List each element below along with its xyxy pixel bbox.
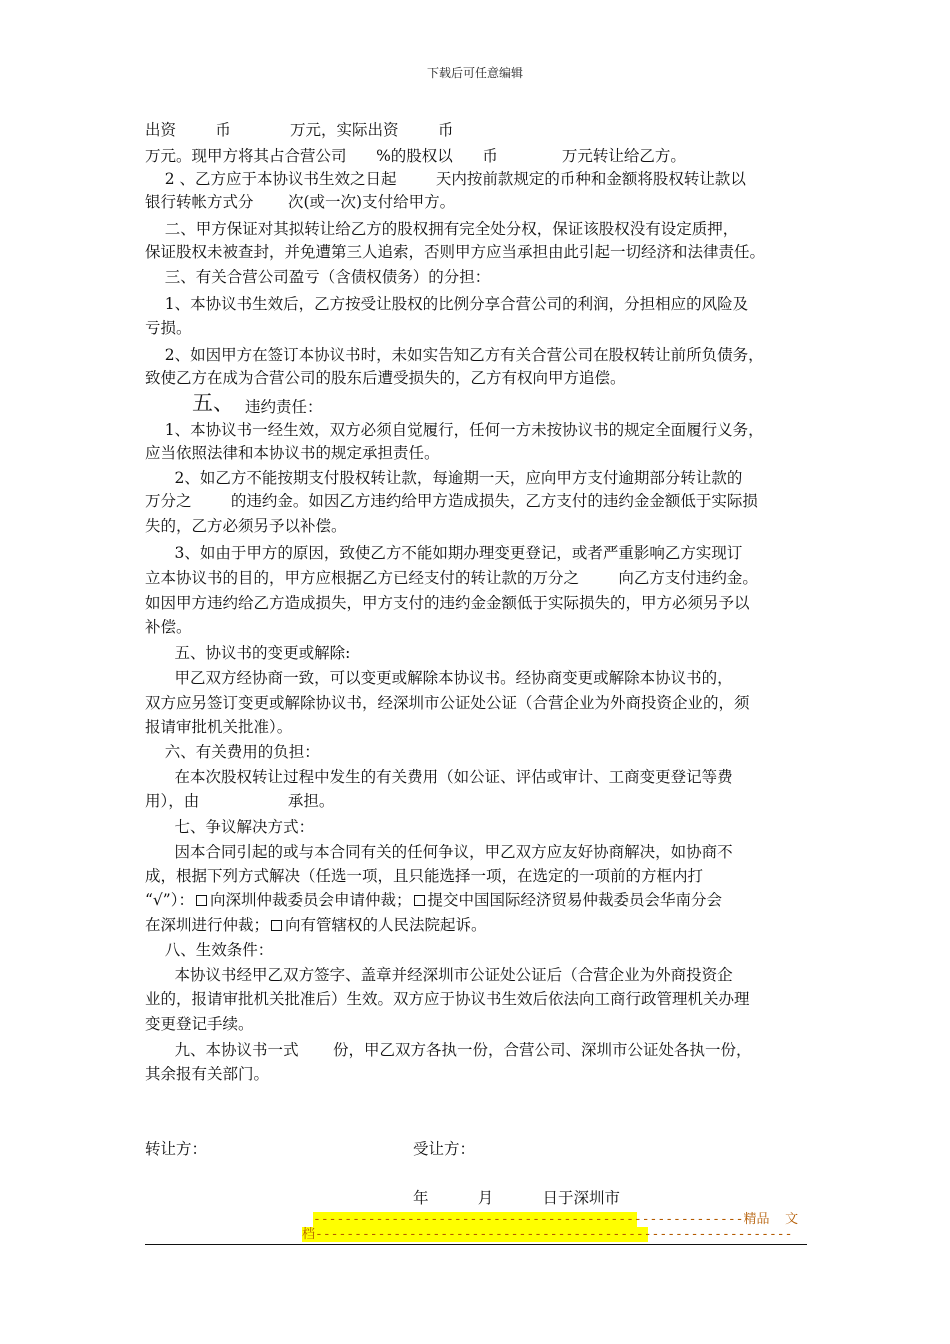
- footer-banner: -------------------------------------------------------精品 文: [313, 1212, 799, 1227]
- text-line: 变更登记手续。: [145, 1015, 254, 1033]
- date-line: 年 月 日于深圳市: [413, 1189, 621, 1207]
- text-line: 应当依照法律和本协议书的规定承担责任。: [145, 444, 440, 462]
- checkbox-cietac-arbitration[interactable]: [414, 895, 425, 906]
- checkbox-shenzhen-arbitration[interactable]: [196, 895, 207, 906]
- transferor-label: 转让方：: [145, 1140, 208, 1158]
- text-line: 2、如乙方不能按期支付股权转让款，每逾期一天，应向甲方支付逾期部分转让款的: [145, 469, 743, 487]
- text-line: 在本次股权转让过程中发生的有关费用（如公证、评估或审计、工商变更登记等费: [145, 768, 733, 786]
- text-line: 1、本协议书一经生效，双方必须自觉履行，任何一方未按协议书的规定全面履行义务，: [145, 421, 764, 439]
- divider: [145, 1244, 807, 1245]
- text-line: 出资 币 万元，实际出资 币: [145, 121, 454, 139]
- text-line: 失的，乙方必须另予以补偿。: [145, 517, 347, 535]
- text-line: 银行转帐方式分 次(或一次)支付给甲方。: [145, 193, 456, 211]
- text-line: 甲乙双方经协商一致，可以变更或解除本协议书。经协商变更或解除本协议书的，: [145, 669, 733, 687]
- text-line: 在深圳进行仲裁；: [145, 916, 270, 934]
- text-line: 其余报有关部门。: [145, 1065, 270, 1083]
- text-line: 1、本协议书生效后，乙方按受让股权的比例分享合营公司的利润，分担相应的风险及: [145, 295, 749, 313]
- text-line: 报请审批机关批准）。: [145, 718, 293, 736]
- text-line: 保证股权未被查封，并免遭第三人追索，否则甲方应当承担由此引起一切经济和法律责任。: [145, 243, 766, 261]
- text-line: 2 、乙方应于本协议书生效之日起 天内按前款规定的币种和金额将股权转让款以: [145, 170, 746, 188]
- transferee-label: 受让方：: [413, 1140, 476, 1158]
- text-line: “√”）：: [145, 891, 194, 909]
- text-line: 致使乙方在成为合营公司的股东后遭受损失的，乙方有权向甲方追偿。: [145, 369, 626, 387]
- footer-banner: 档-------------------------------------------------------------: [302, 1227, 793, 1242]
- text-line: 如因甲方违约给乙方造成损失，甲方支付的违约金金额低于实际损失的，甲方必须另予以: [145, 594, 750, 612]
- text-line: 八、生效条件：: [145, 941, 274, 959]
- checkbox-court-litigation[interactable]: [271, 920, 282, 931]
- option-label: 提交中国国际经济贸易仲裁委员会华南分会: [427, 891, 723, 909]
- page-header: 下载后可任意编辑: [426, 66, 523, 80]
- text-line: 亏损。: [145, 319, 192, 337]
- options-line: [145, 890, 722, 910]
- text-line: 用），由 承担。: [145, 792, 335, 810]
- text-line: 九、本协议书一式 份，甲乙双方各执一份，合营公司、深圳市公证处各执一份，: [145, 1041, 752, 1059]
- option-label: 向有管辖权的人民法院起诉。: [285, 916, 487, 934]
- text-line: 万元。现甲方将其占合营公司 %的股权以 币 万元转让给乙方。: [145, 147, 686, 165]
- text-line: 3、如由于甲方的原因，致使乙方不能如期办理变更登记，或者严重影响乙方实现订: [145, 544, 743, 562]
- options-line: [145, 915, 487, 935]
- text-line: 三、有关合营公司盈亏（含债权债务）的分担：: [145, 268, 491, 286]
- text-line: 六、有关费用的负担：: [145, 743, 320, 761]
- text-line: 因本合同引起的或与本合同有关的任何争议，甲乙双方应友好协商解决，如协商不: [145, 843, 733, 861]
- text-line: 补偿。: [145, 618, 192, 636]
- option-label: 向深圳仲裁委员会申请仲裁；: [209, 891, 412, 909]
- text-line: 本协议书经甲乙双方签字、盖章并经深圳市公证处公证后（合营企业为外商投资企: [145, 966, 733, 984]
- section-number: 五、: [192, 391, 234, 415]
- text-line: 五、协议书的变更或解除:: [145, 644, 351, 662]
- text-line: 七、争议解决方式：: [145, 818, 315, 836]
- text-line: 双方应另签订变更或解除协议书，经深圳市公证处公证（合营企业为外商投资企业的，须: [145, 694, 750, 712]
- section-title: 违约责任：: [245, 398, 323, 416]
- text-line: 成，根据下列方式解决（任选一项，且只能选择一项，在选定的一项前的方框内打: [145, 867, 704, 885]
- text-line: 立本协议书的目的，甲方应根据乙方已经支付的转让款的万分之 向乙方支付违约金。: [145, 569, 758, 587]
- text-line: 2、如因甲方在签订本协议书时，未如实告知乙方有关合营公司在股权转让前所负债务，: [145, 346, 764, 364]
- text-line: 业的，报请审批机关批准后）生效。双方应于协议书生效后依法向工商行政管理机关办理: [145, 990, 750, 1008]
- text-line: 万分之 的违约金。如因乙方违约给甲方造成损失，乙方支付的违约金金额低于实际损: [145, 492, 758, 510]
- text-line: 二、甲方保证对其拟转让给乙方的股权拥有完全处分权，保证该股权没有设定质押，: [145, 220, 739, 238]
